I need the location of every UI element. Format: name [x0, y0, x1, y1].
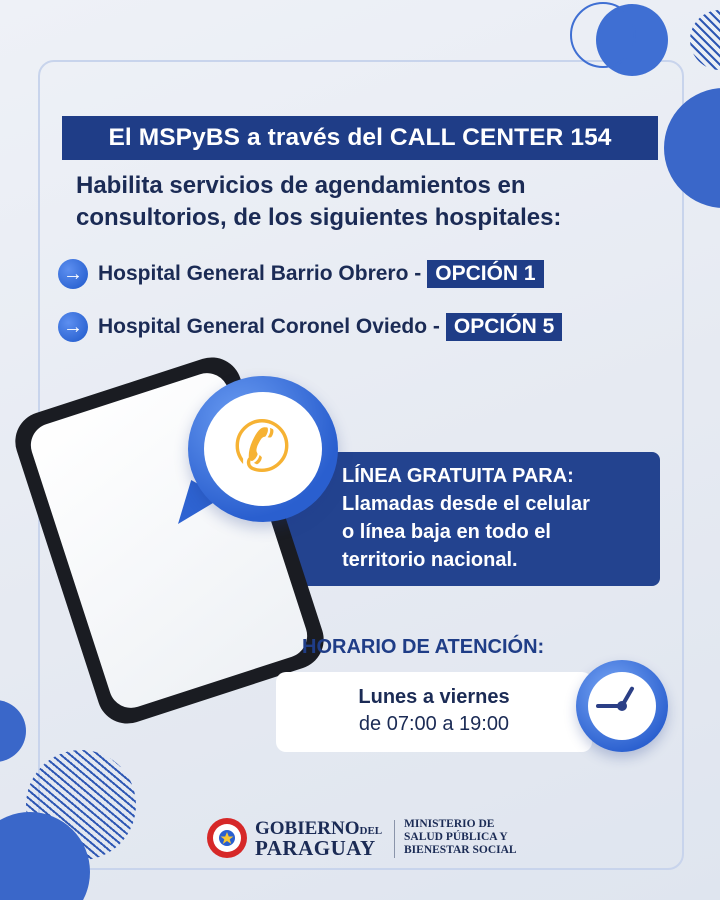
hospital-item-2	[58, 310, 562, 344]
info-line-1: Llamadas desde el celular	[342, 493, 590, 515]
horario-hours: de 07:00 a 19:00	[358, 713, 510, 735]
info-heading: LÍNEA GRATUITA PARA:	[342, 465, 574, 487]
title-banner: El MSPyBS a través del CALL CENTER 154	[62, 116, 658, 160]
option-badge-1: OPCIÓN 1	[427, 260, 543, 288]
ministerio-line-1: MINISTERIO DE	[404, 818, 495, 830]
footer-gobierno: GOBIERNODEL	[255, 818, 383, 839]
subtitle	[76, 170, 676, 234]
decor-circle-outline-top	[570, 2, 636, 68]
phone-icon: ✆	[232, 408, 292, 486]
hospital-name-1: Hospital General Barrio Obrero -	[98, 262, 422, 285]
footer-ministerio	[404, 818, 517, 857]
footer-divider	[394, 820, 395, 858]
horario-days: Lunes a viernes	[358, 686, 510, 708]
hospital-item-1	[58, 257, 544, 291]
arrow-right-icon: →	[58, 312, 88, 342]
horario-box	[276, 672, 592, 752]
option-badge-2: OPCIÓN 5	[446, 313, 562, 341]
footer-paraguay: PARAGUAY	[255, 836, 376, 860]
arrow-right-icon: →	[58, 259, 88, 289]
decor-striped-circle-top	[690, 10, 720, 70]
subtitle-line-2: consultorios, de los siguientes hospitales:	[76, 204, 562, 231]
info-line-2: o línea baja en todo el	[342, 521, 551, 543]
decor-circle-left	[0, 700, 26, 762]
info-line-3: territorio nacional.	[342, 549, 518, 571]
hospital-name-2: Hospital General Coronel Oviedo -	[98, 315, 440, 338]
coat-of-arms-icon	[205, 816, 249, 860]
clock-center	[617, 701, 627, 711]
ministerio-line-3: BIENESTAR SOCIAL	[404, 844, 517, 856]
horario-title: HORARIO DE ATENCIÓN:	[302, 636, 545, 658]
ministerio-line-2: SALUD PÚBLICA Y	[404, 831, 508, 843]
subtitle-line-1: Habilita servicios de agendamientos en	[76, 172, 526, 199]
info-text	[342, 462, 662, 574]
